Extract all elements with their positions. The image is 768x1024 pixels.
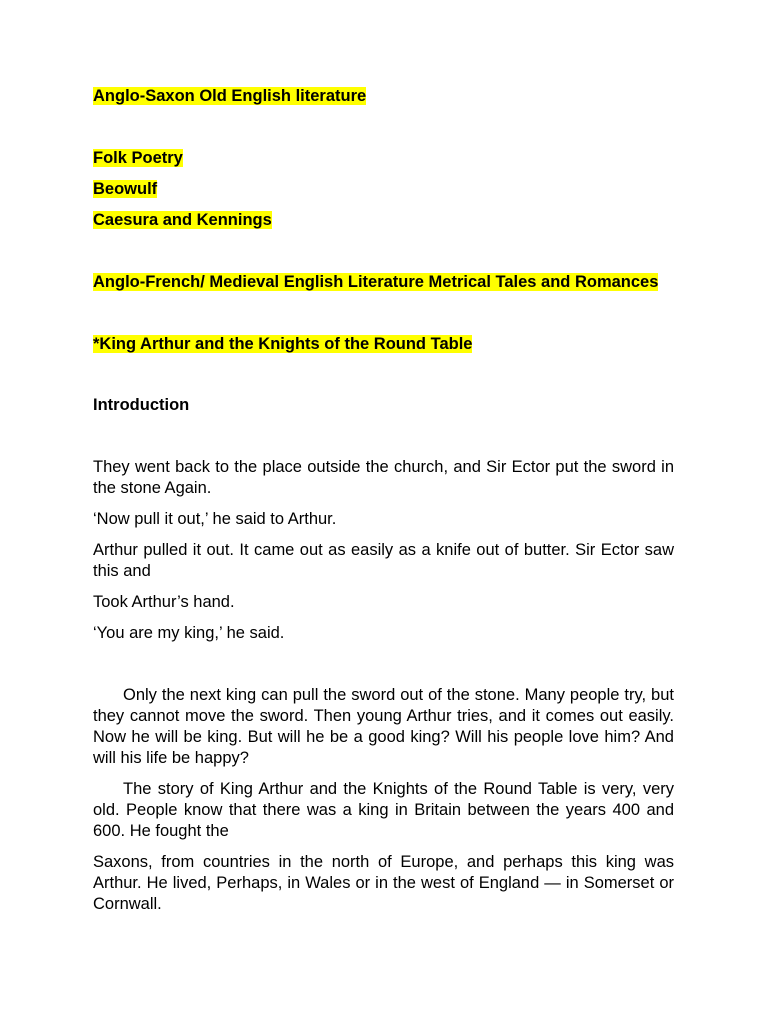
document-page	[93, 86, 674, 925]
body-paragraph: The story of King Arthur and the Knights of the Round Table is very, very old. People know that there was a king in Britain between the years 400 and 600. He fought the	[93, 780, 674, 840]
heading-block	[93, 179, 674, 200]
passage-paragraph: Took Arthur’s hand.	[93, 593, 235, 611]
heading-folk-poetry: Folk Poetry	[93, 149, 183, 167]
heading-king-arthur: *King Arthur and the Knights of the Round Table	[93, 335, 473, 353]
heading-beowulf: Beowulf	[93, 180, 158, 198]
heading-block	[93, 86, 674, 107]
heading-block	[93, 148, 674, 169]
heading-block	[93, 334, 674, 355]
passage-paragraph: They went back to the place outside the church, and Sir Ector put the sword in the stone Again.	[93, 458, 674, 497]
body-paragraph: Only the next king can pull the sword out of the stone. Many people try, but they cannot move the sword. Then young Arthur tries, and it comes out easily. Now he will be king. But will he be a good king? Will his people love him? And will his life be happy?	[93, 686, 674, 767]
body-paragraph: Saxons, from countries in the north of Europe, and perhaps this king was Arthur. He lived, Perhaps, in Wales or in the west of England — in Somerset or Cornwall.	[93, 853, 674, 913]
heading-caesura: Caesura and Kennings	[93, 211, 272, 229]
heading-anglo-french: Anglo-French/ Medieval English Literature Metrical Tales and Romances	[93, 273, 659, 291]
heading-introduction: Introduction	[93, 396, 190, 414]
passage-paragraph: ‘You are my king,’ he said.	[93, 624, 285, 642]
document-title: Anglo-Saxon Old English literature	[93, 87, 367, 105]
heading-block	[93, 272, 674, 293]
passage-paragraph: ‘Now pull it out,’ he said to Arthur.	[93, 510, 337, 528]
heading-block	[93, 210, 674, 231]
passage-paragraph: Arthur pulled it out. It came out as easily as a knife out of butter. Sir Ector saw this and	[93, 541, 674, 580]
